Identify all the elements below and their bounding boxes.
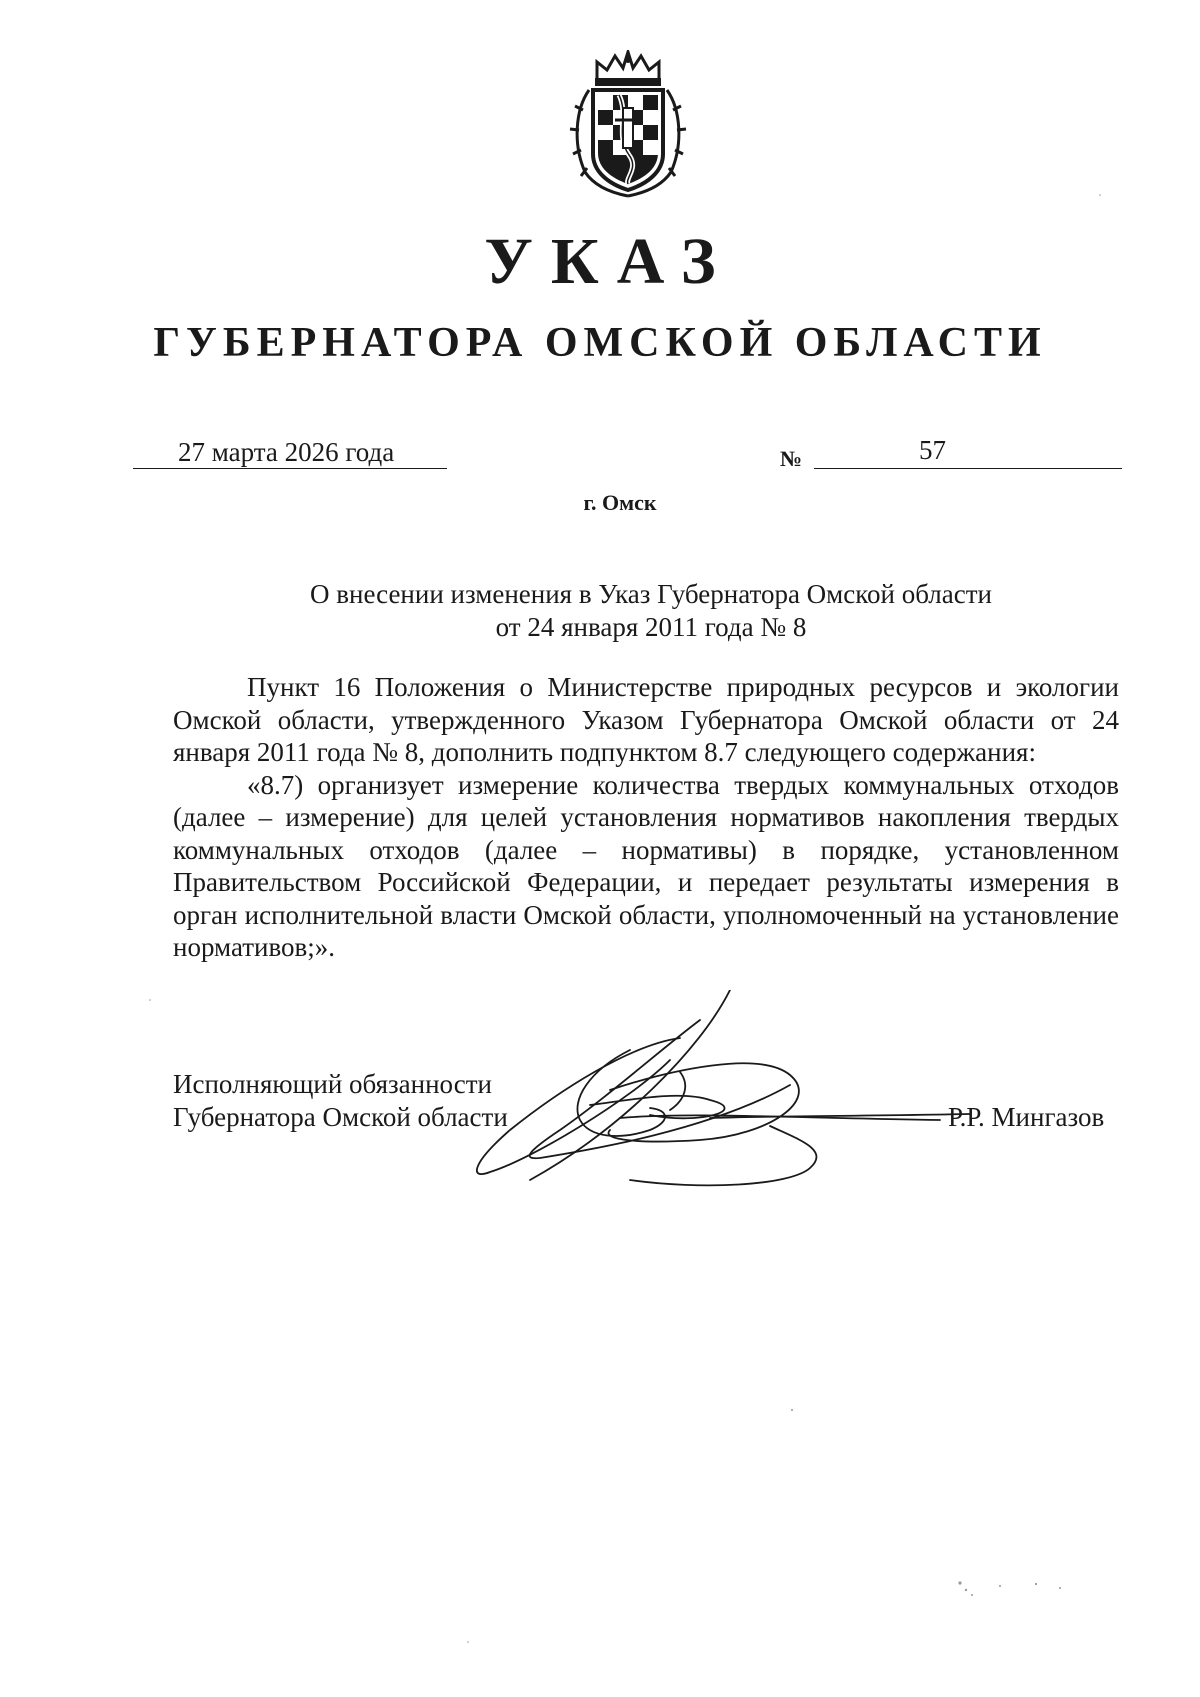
decree-number: 57 <box>919 435 946 465</box>
document-subtitle: ГУБЕРНАТОРА ОМСКОЙ ОБЛАСТИ <box>153 320 1047 366</box>
body-paragraph: «8.7) организует измерение количества твердых коммунальных отходов (далее – измерение) для целей установления нормативов накопления твердых коммунальных отходов (далее – нормативы) в порядке, установленном Правительством Российской Федерации, и передает результаты измерения в орган исполнительной власти Омской области, уполномоченный на установление нормативов;». <box>173 769 1119 962</box>
body-paragraph: Пункт 16 Положения о Министерстве природных ресурсов и экологии Омской области, утвержденного Указом Губернатора Омской области от 24 января 2011 года № 8, дополнить подпунктом 8.7 следующего содержания: <box>173 672 1119 767</box>
signature-icon <box>470 990 990 1200</box>
decree-date: 27 марта 2026 года <box>178 437 395 467</box>
subject-line: О внесении изменения в Указ Губернатора Омской области <box>310 579 992 609</box>
decree-body <box>173 671 1119 964</box>
date-underline <box>133 468 447 469</box>
signatory-position-line: Исполняющий обязанности <box>173 1069 492 1099</box>
coat-of-arms-icon <box>567 50 689 200</box>
signatory-position <box>173 1068 508 1134</box>
decree-subject <box>180 578 1122 644</box>
signatory-position-line: Губернатора Омской области <box>173 1102 508 1132</box>
decree-city: г. Омск <box>583 490 657 515</box>
signatory-name: Р.Р. Мингазов <box>948 1102 1105 1132</box>
number-sign: № <box>780 446 803 471</box>
subject-line: от 24 января 2011 года № 8 <box>495 612 807 642</box>
number-underline <box>814 468 1122 469</box>
document-title: УКАЗ <box>484 225 734 298</box>
